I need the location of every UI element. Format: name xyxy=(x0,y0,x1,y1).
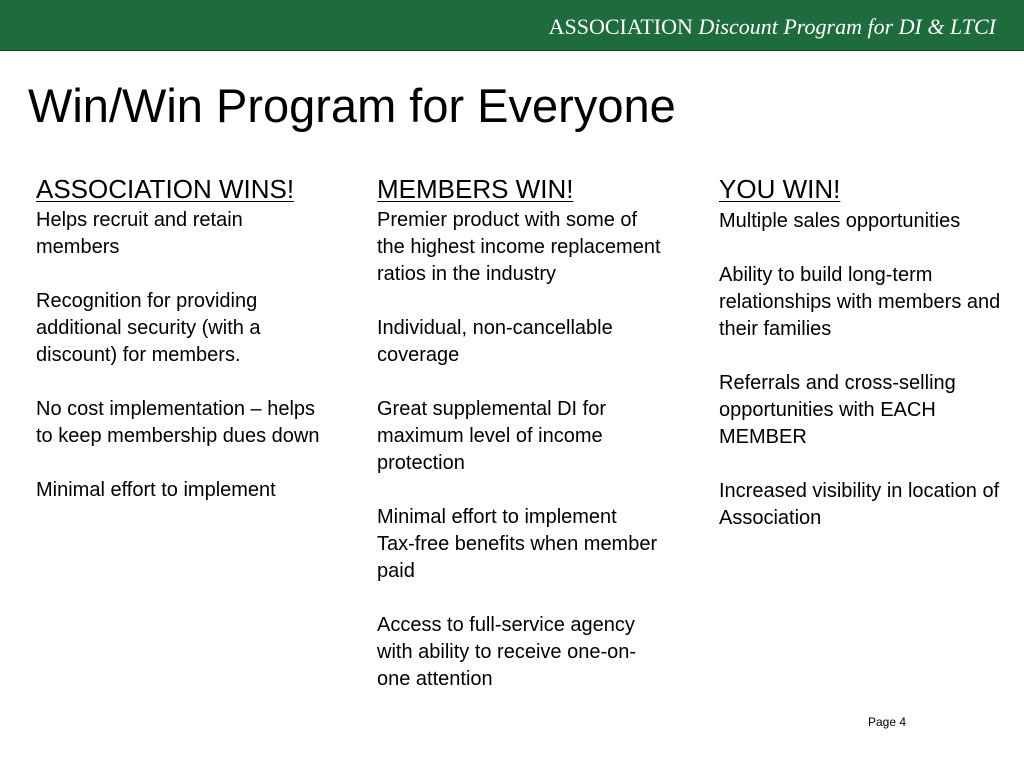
header-program: Discount Program for DI & LTCI xyxy=(698,14,996,39)
bullet-point: Minimal effort to implement xyxy=(377,506,617,528)
association-wins-column xyxy=(36,172,326,531)
bullet-point: Access to full-service agency with ability to receive one-on-one attention xyxy=(377,614,637,690)
members-win-column xyxy=(377,172,667,720)
bullet-point: Minimal effort to implement xyxy=(36,479,276,501)
header-bar xyxy=(0,0,1024,51)
page-number: Page 4 xyxy=(868,715,907,729)
slide-title: Win/Win Program for Everyone xyxy=(28,79,676,132)
column-heading: YOU WIN! xyxy=(719,174,841,204)
bullet-point: Premier product with some of the highest income replacement ratios in the industry xyxy=(377,209,661,285)
header-brand: ASSOCIATION xyxy=(548,14,693,39)
you-win-column xyxy=(719,172,1014,559)
bullet-point: Multiple sales opportunities xyxy=(719,210,961,232)
bullet-point: Ability to build long-term relationships with members and their families xyxy=(719,264,1001,340)
bullet-point: Helps recruit and retain members xyxy=(36,209,243,258)
bullet-point: Tax-free benefits when member paid xyxy=(377,533,658,582)
bullet-point: Individual, non-cancellable coverage xyxy=(377,317,613,366)
header-title xyxy=(549,14,996,40)
bullet-point: No cost implementation – helps to keep membership dues down xyxy=(36,398,320,447)
bullet-point: Increased visibility in location of Association xyxy=(719,480,1000,529)
bullet-point: Great supplemental DI for maximum level of income protection xyxy=(377,398,606,474)
bullet-point: Recognition for providing additional security (with a discount) for members. xyxy=(36,290,261,366)
column-heading: ASSOCIATION WINS! xyxy=(36,174,295,204)
bullet-point: Referrals and cross-selling opportunities with EACH MEMBER xyxy=(719,372,956,448)
column-heading: MEMBERS WIN! xyxy=(377,174,574,204)
